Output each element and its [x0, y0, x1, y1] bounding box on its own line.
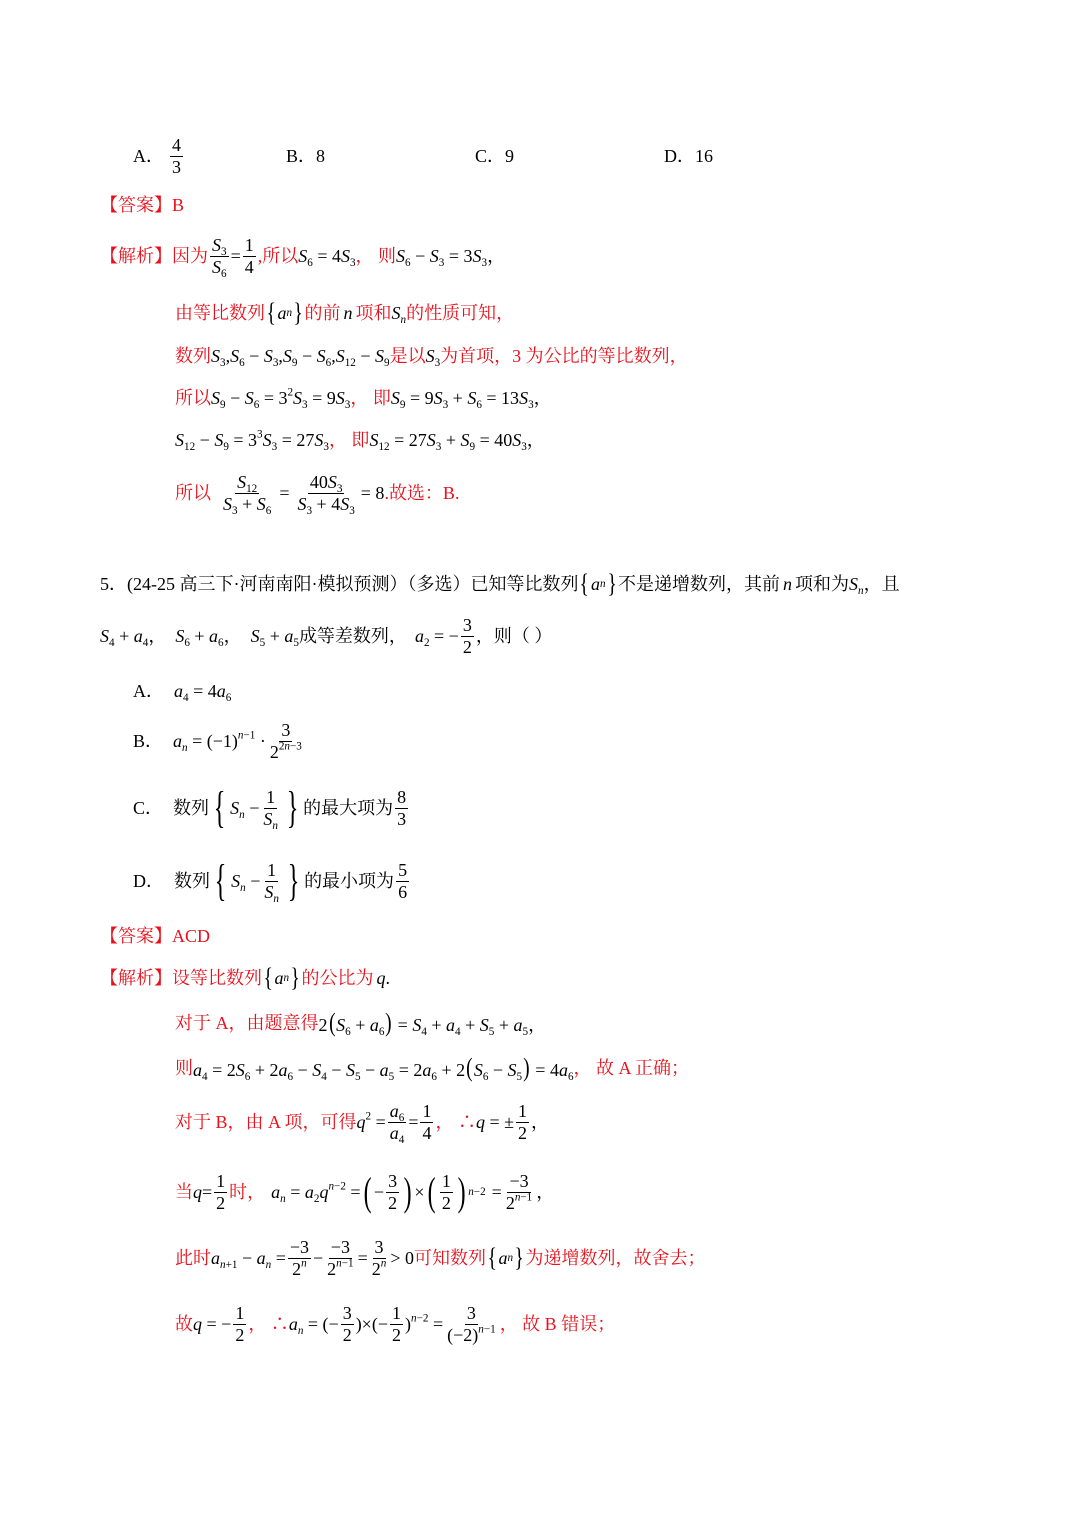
answer-tag: 【答案】 — [100, 926, 172, 946]
q5-analysis-line-1: 【解析】 设等比数列 { a n } 的公比为 q . — [100, 963, 391, 992]
q5-analysis-line-4: 对于 B，由 A 项，可得 $q^2$ = $\frac{a_6}{a_4}$ = $\frac{1}{4}$ ， ∴ q = ± $\frac{1}{2}$ ， — [175, 1100, 550, 1146]
formula-one-quarter: $\frac{1}{4}$ — [244, 234, 254, 277]
answer-tag: 【答案】 — [100, 195, 172, 215]
q5-stem-line-2: $S_4 + a_4$， $S_6 + a_6$， $S_5 + a_5$ 成等差数列， $a_2$ = − $\frac{3}{2}$ ，则（ ） — [100, 614, 553, 657]
q5-analysis-line-2: 对于 A，由题意得 $2(S_6 + a_6) = S_4 + a_4 + S_5 + a_5$， — [175, 1008, 547, 1038]
q5-option-b: B． $a_n = (-1)^{n-1}$ · $\frac{3}{2^{2n-3}}$ — [133, 719, 302, 762]
q5-analysis-line-5: 当 q = $\frac{1}{2}$ 时， $a_n = a_2q^{n-2}$ = ( − $\frac{3}{2}$ ) × ( $\frac{1}{2}$ ) n−2 = $\frac{-3}{2^{n-1}}$ ， — [175, 1169, 555, 1214]
q4-analysis-line-4: 所以 $S_9 - S_6 = 3^2S_3 = 9S_3$ ， 即 $S_9 = 9S_3 + S_6 = 13S_3$ ， — [175, 386, 552, 411]
q4-option-d: D．16 — [664, 146, 713, 166]
q5-analysis-line-6: 此时 $a_{n+1} - a_n$ = $\frac{-3}{2^n}$ − $\frac{-3}{2^{n-1}}$ = $\frac{3}{2^n}$ > 0 可知数列 { a n } 为递增数列，故舍去； — [175, 1236, 706, 1279]
q5-stem-line-1: 5．(24-25 高三下·河南南阳·模拟预测）（多选）已知等比数列 { a n } 不是递增数列，其前 n 项和为 $S_n$ ，且 — [100, 569, 900, 598]
q5-option-a: A． $a_4 = 4a_6$ — [133, 681, 232, 704]
analysis-tag: 【解析】 — [100, 246, 172, 266]
q5-option-c: C． 数列 { $S_n$ − $\frac{1}{S_n}$ } 的最大项为 $\frac{8}{3}$ — [133, 783, 407, 833]
answer-value: B — [172, 195, 185, 215]
formula-sequence-list: $S_3,S_6 - S_3,S_9 - S_6,S_{12} - S_9$ — [211, 346, 390, 369]
q5-answer — [100, 927, 210, 945]
q4-analysis-line-1: 【解析】 因为 $\frac{S_3}{S_6}$ = $\frac{1}{4}$ ,所以 $S_6 = 4S_3$ ， 则 $S_6 - S_3 = 3S_3$ ， — [100, 234, 506, 280]
formula-s6-minus-s3: $S_6 - S_3 = 3S_3$ — [396, 246, 488, 269]
q4-analysis-line-5: $S_{12} - S_9 = 3^3S_3 = 27S_3$ ， 即 $S_{12} = 27S_3 + S_9 = 40S_3$ ， — [175, 428, 545, 453]
q5-analysis-line-3: 则 $a_4 = 2S_6 + 2a_6 - S_4 - S_5 - a_5 = 2a_6 + 2(S_6 - S_5) = 4a_6$ ， 故 A 正确； — [175, 1053, 690, 1083]
answer-value: ACD — [172, 926, 211, 946]
formula-s6-eq-4s3: $S_6 = 4S_3$ — [298, 246, 356, 269]
q4-option-c: C．9 — [475, 146, 515, 166]
q4-option-a-fraction: $\frac{4}{3}$ — [172, 134, 181, 177]
q5-analysis-line-7: 故 q = − $\frac{1}{2}$ ， ∴ $a_n$ = (− $\frac{3}{2}$ )×(− $\frac{1}{2}$ )$^{n-2}$ = $\frac{3}{(-2)^{n-1}}$ ， 故 B 错误； — [175, 1302, 616, 1345]
q4-option-b: B．8 — [286, 146, 326, 166]
formula-s12-fraction: $\frac{S_{12}}{S_3 + S_6}$ — [223, 471, 272, 517]
q4-analysis-line-2: 由等比数列 { a n } 的前 n 项和 $S_n$ 的性质可知， — [175, 298, 515, 327]
q4-analysis-line-3: 数列 $S_3,S_6 - S_3,S_9 - S_6,S_{12} - S_9$ 是以 $S_3$ 为首项，3 为公比的等比数列， — [175, 346, 688, 369]
analysis-tag: 【解析】 — [100, 968, 172, 988]
formula-40s3-fraction: $\frac{40S_3}{S_3 + 4S_3}$ — [297, 471, 355, 517]
formula-s3-over-s6: $\frac{S_3}{S_6}$ — [212, 234, 227, 280]
q5-option-d: D． 数列 { $S_n$ − $\frac{1}{S_n}$ } 的最小项为 $\frac{5}{6}$ — [133, 856, 408, 906]
q4-option-a: A． $\frac{4}{3}$ — [133, 134, 181, 177]
q4-answer — [100, 196, 184, 214]
q4-options — [133, 134, 753, 178]
q4-analysis-line-6: 所以 $\frac{S_{12}}{S_3 + S_6}$ = $\frac{40S_3}{S_3 + 4S_3}$ = 8 .故选：B. — [175, 471, 460, 517]
